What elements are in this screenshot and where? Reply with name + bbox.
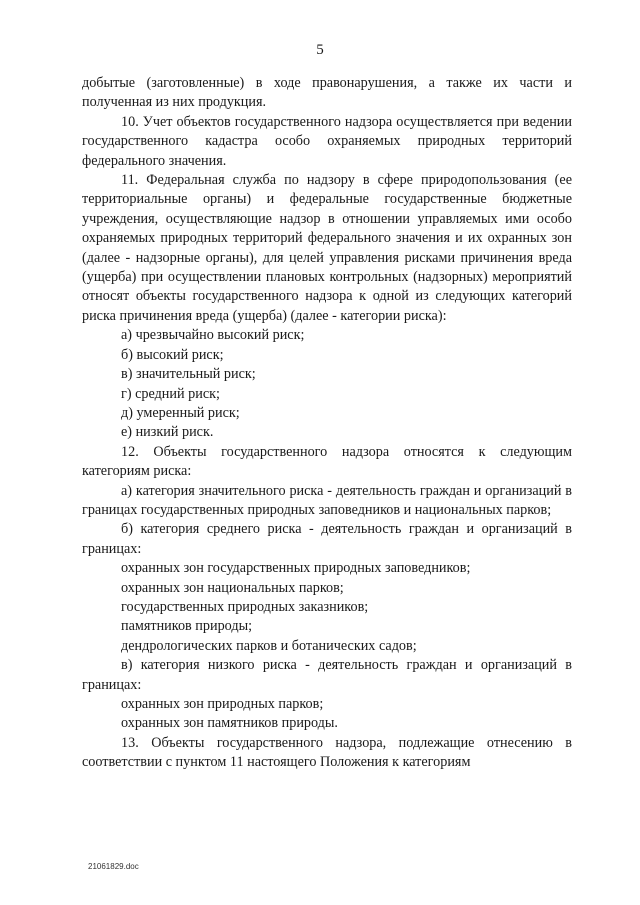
list-item: государственных природных заказников; [121,598,369,615]
paragraph: 12. Объекты государственного надзора относятся к следующим категориям риска: [82,443,572,480]
list-item: а) чрезвычайно высокий риск; [121,327,305,344]
list-item: охранных зон государственных природных заповедников; [121,560,471,577]
paragraph: а) категория значительного риска - деятельность граждан и организаций в границах государственных природных заповедников и национальных парков; [82,482,572,518]
paragraph: 11. Федеральная служба по надзору в сфере природопользования (ее территориальные органы) и федеральные государственные бюджетные учреждения, осуществляющие надзор в отношении управляемых ими особо охраняемых природных территорий федерального значения и их охранных зон (далее - надзорные органы), для целей управления рисками причинения вреда (ущерба) при осуществлении плановых контрольных (надзорных) мероприятий относят объекты государственного надзора к одной из следующих категорий риска причинения вреда (ущерба) (далее - категории риска): [82,172,572,324]
list-item: охранных зон национальных парков; [121,579,344,596]
list-item: охранных зон природных парков; [121,696,324,712]
list-item: е) низкий риск. [121,424,214,441]
list-item: в) значительный риск; [121,366,256,383]
paragraph: 10. Учет объектов государственного надзора осуществляется при ведении государственного кадастра особо охраняемых природных территорий федерального значения. [82,113,572,169]
list-item: охранных зон памятников природы. [121,715,338,732]
document-filename: 21061829.doc [88,862,139,871]
paragraph: 13. Объекты государственного надзора, подлежащие отнесению в соответствии с пунктом 11 настоящего Положения к категориям [82,734,572,771]
page-number: 5 [316,42,324,58]
paragraph: б) категория среднего риска - деятельность граждан и организаций в границах: [82,521,572,557]
paragraph: добытые (заготовленные) в ходе правонарушения, а также их части и полученная из них продукция. [82,75,572,111]
list-item: г) средний риск; [121,385,220,402]
list-item: б) высокий риск; [121,346,224,363]
list-item: дендрологических парков и ботанических садов; [121,637,417,654]
list-item: памятников природы; [121,618,253,635]
list-item: д) умеренный риск; [121,404,240,421]
paragraph: в) категория низкого риска - деятельность граждан и организаций в границах: [82,657,572,693]
document-body [82,74,572,773]
